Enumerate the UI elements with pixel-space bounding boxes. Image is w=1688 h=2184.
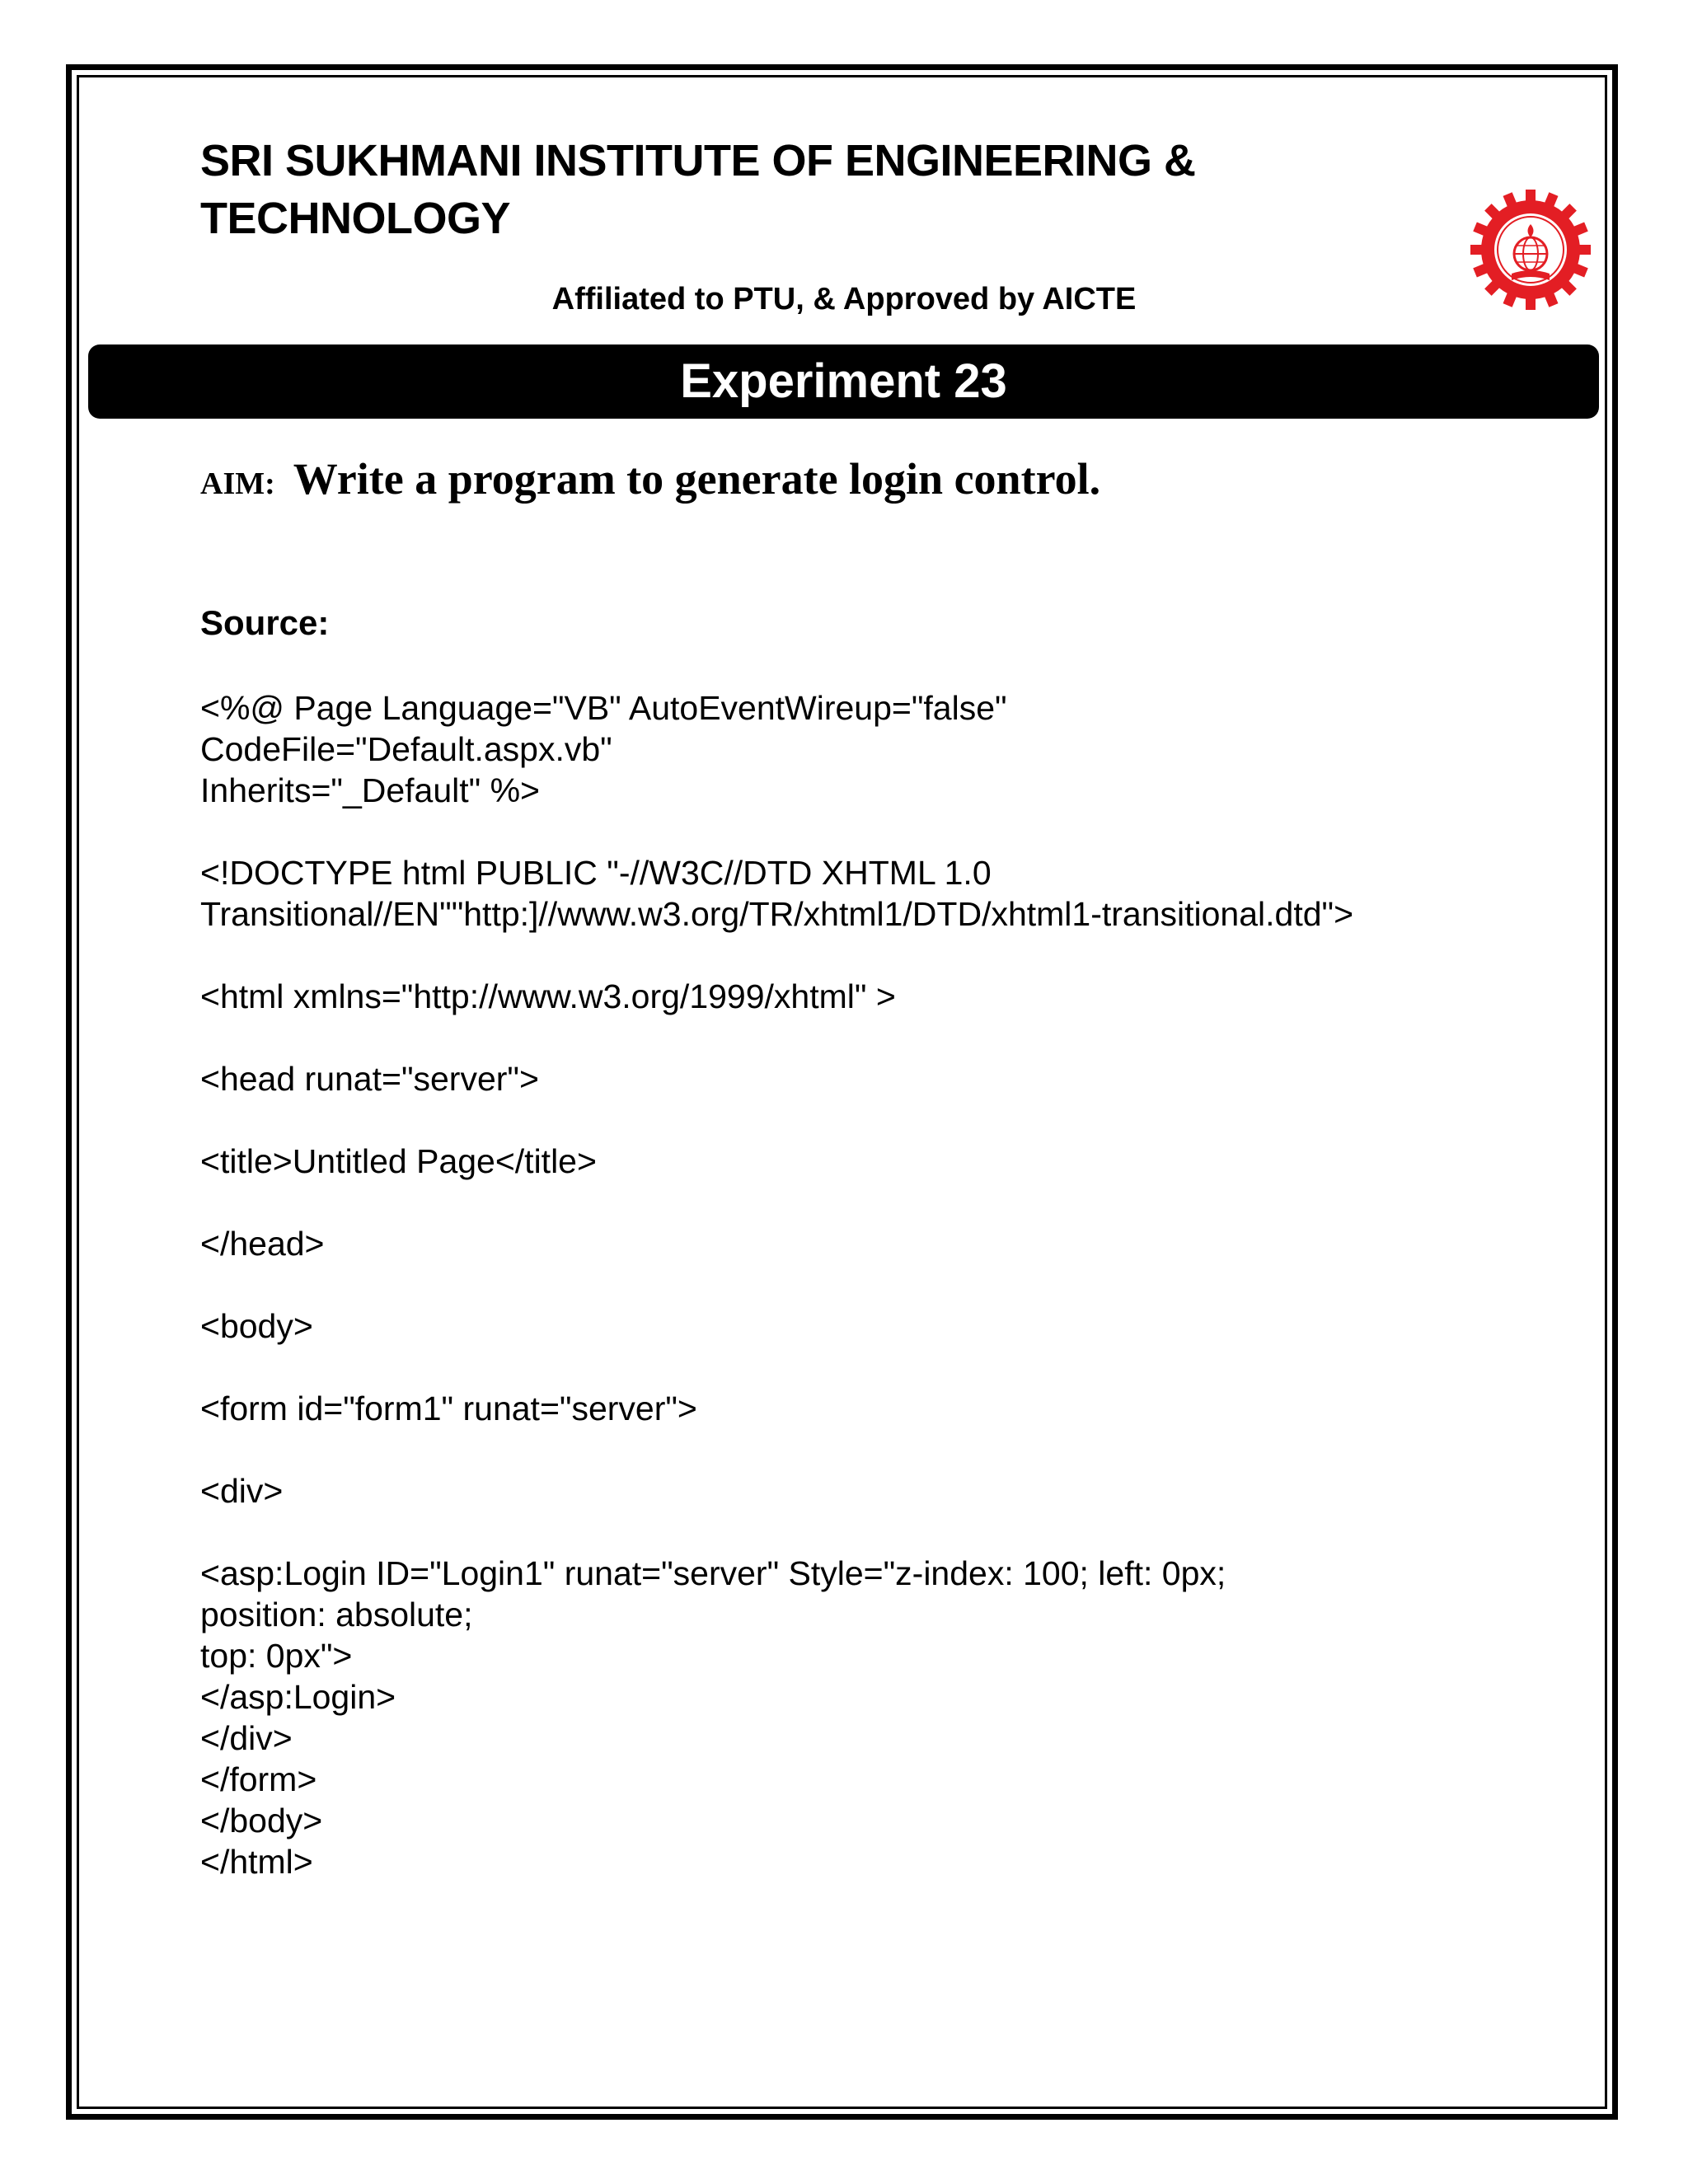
source-code-block: <%@ Page Language="VB" AutoEventWireup="false" CodeFile="Default.aspx.vb" Inherits="_Default" %> <!DOCTYPE html PUBLIC "-//W3C//DTD XHTML 1.0 Transitional//EN""http:]//www.w3.org/TR/xhtml1/DTD/xhtml1-transitional.dtd"> <html xmlns="http://www.w3.org/1999/xhtml" > <head runat="server"> <title>Untitled Page</title> </head> <body> <form id="form1" runat="server"> <div> <asp:Login ID="Login1" runat="server" Style="z-index: 100; left: 0px; position: absolute; top: 0px"> </asp:Login> </div> </form> </body> </html> — [200, 689, 1354, 1881]
institute-name-line2: TECHNOLOGY — [200, 194, 511, 243]
institute-name — [200, 132, 1354, 247]
aim-label: AIM: — [200, 466, 275, 501]
source-label: Source: — [200, 603, 330, 642]
institute-seal-logo-icon — [1469, 188, 1592, 312]
affiliation-text: Affiliated to PTU, & Approved by AICTE — [551, 282, 1137, 316]
aim-section — [200, 453, 1100, 504]
experiment-title-bar — [88, 344, 1599, 419]
aim-text: Write a program to generate login control. — [293, 454, 1101, 504]
institute-name-line1: SRI SUKHMANI INSTITUTE OF ENGINEERING & — [200, 136, 1196, 185]
experiment-title: Experiment 23 — [680, 354, 1007, 408]
